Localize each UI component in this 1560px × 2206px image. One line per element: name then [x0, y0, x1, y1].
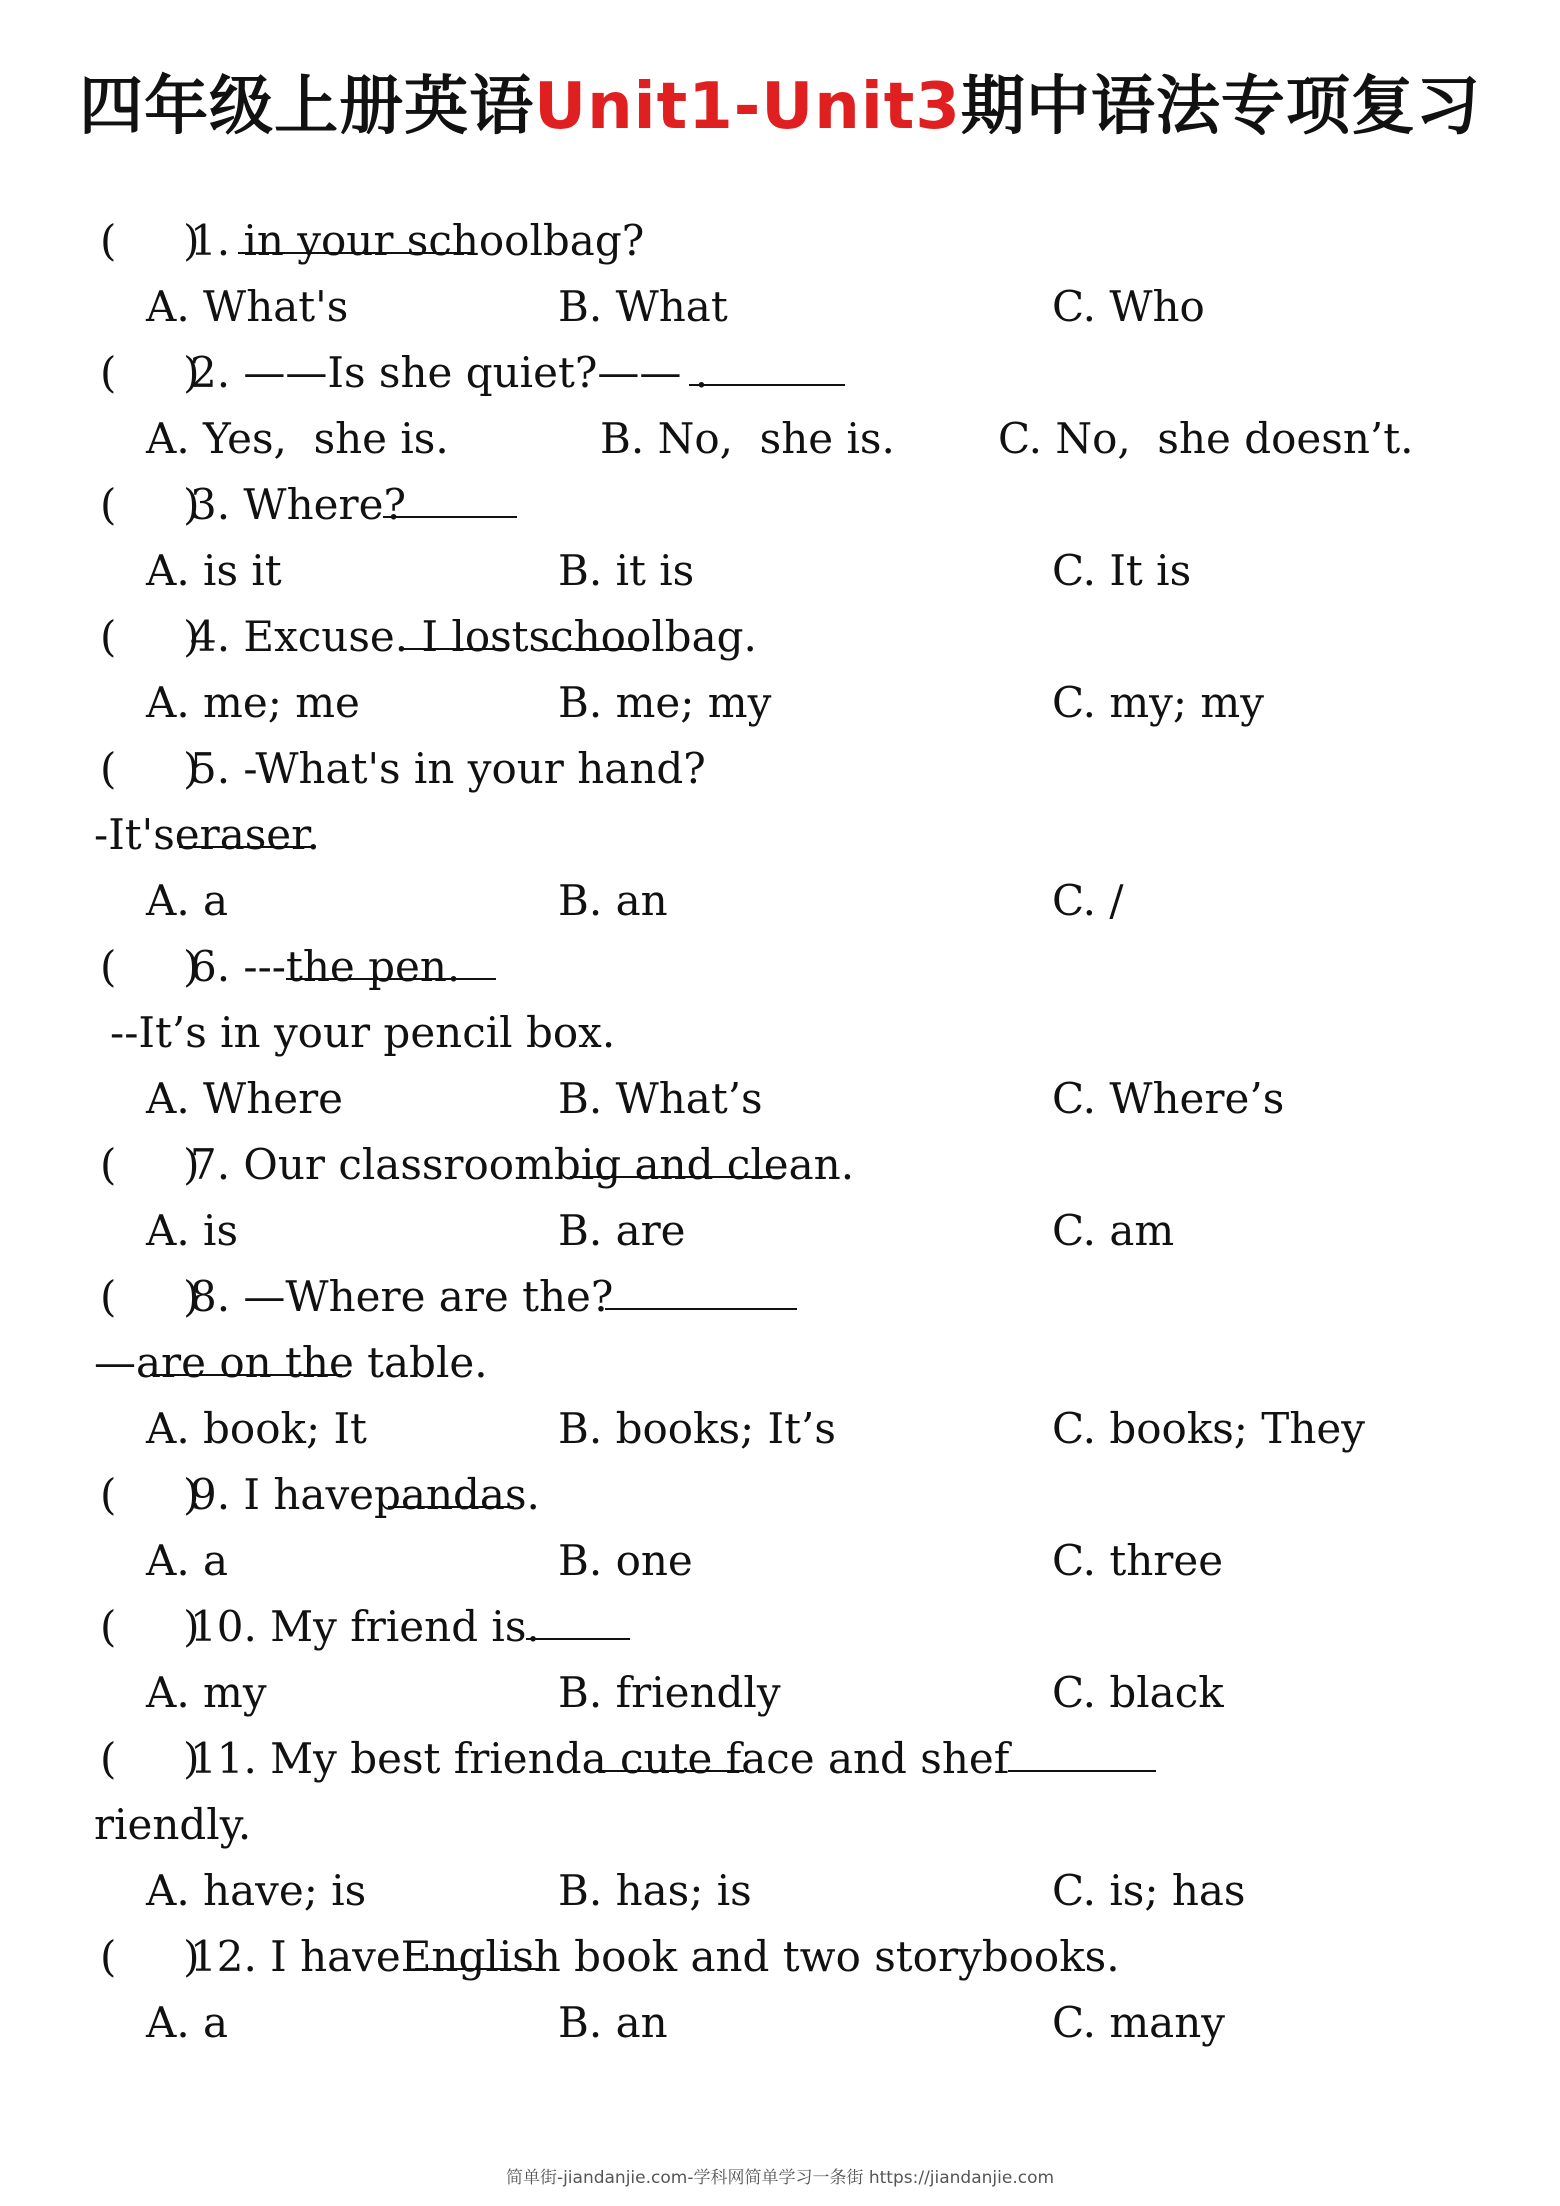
question-text: 6. --- the pen.	[190, 934, 460, 1000]
option-c[interactable]: C. my; my	[1052, 678, 1264, 727]
question-text: 8. —Where are the ?	[190, 1264, 613, 1330]
answer-blank[interactable]	[179, 802, 311, 848]
answer-paren[interactable]: ( )	[100, 216, 200, 265]
option-c[interactable]: C. am	[1052, 1206, 1175, 1255]
answer-paren[interactable]: ( )	[100, 1140, 200, 1189]
option-b[interactable]: B. has; is	[558, 1866, 752, 1915]
question-text: 4. Excuse . I lost schoolbag.	[190, 604, 757, 670]
option-b[interactable]: B. an	[558, 1998, 668, 2047]
option-a[interactable]: A. a	[146, 876, 229, 925]
option-a[interactable]: A. my	[146, 1668, 267, 1717]
answer-blank[interactable]	[383, 472, 517, 518]
question-text: 7. Our classroom big and clean.	[190, 1132, 854, 1198]
question-text: -It's eraser.	[94, 802, 320, 868]
options-3	[0, 538, 1560, 604]
title-part-1: 四年级上册英语	[79, 70, 535, 144]
option-a[interactable]: A. a	[146, 1536, 229, 1585]
answer-paren[interactable]: ( )	[100, 612, 200, 661]
answer-blank[interactable]	[596, 1726, 744, 1772]
question-3	[0, 472, 1560, 538]
question-text: — are on the table.	[94, 1330, 488, 1396]
question-6	[0, 934, 1560, 1000]
title-part-3: 期中语法专项复习	[960, 70, 1481, 144]
question-8	[0, 1264, 1560, 1330]
answer-blank[interactable]	[415, 1924, 541, 1970]
answer-blank[interactable]	[1008, 1726, 1156, 1772]
option-b[interactable]: B. friendly	[558, 1668, 781, 1717]
option-a[interactable]: A. Yes, she is.	[146, 414, 449, 463]
question-8-line-2	[0, 1330, 1560, 1396]
option-a[interactable]: A. is	[146, 1206, 239, 1255]
option-c[interactable]: C. many	[1052, 1998, 1225, 2047]
option-c[interactable]: C. /	[1052, 876, 1124, 925]
option-c[interactable]: C. No, she doesn’t.	[998, 414, 1414, 463]
answer-paren[interactable]: ( )	[100, 1470, 200, 1519]
question-6-line-2	[0, 1000, 1560, 1066]
option-b[interactable]: B. one	[558, 1536, 693, 1585]
option-a[interactable]: A. is it	[146, 546, 282, 595]
answer-blank[interactable]	[286, 934, 496, 980]
option-c[interactable]: C. books; They	[1052, 1404, 1365, 1453]
option-c[interactable]: C. black	[1052, 1668, 1224, 1717]
options-7	[0, 1198, 1560, 1264]
option-a[interactable]: A. have; is	[146, 1866, 367, 1915]
answer-paren[interactable]: ( )	[100, 942, 200, 991]
question-1	[0, 208, 1560, 274]
answer-blank[interactable]	[526, 1594, 630, 1640]
question-9	[0, 1462, 1560, 1528]
answer-blank[interactable]	[238, 208, 474, 254]
option-b[interactable]: B. No, she is.	[600, 414, 895, 463]
option-a[interactable]: A. book; It	[146, 1404, 367, 1453]
answer-paren[interactable]: ( )	[100, 744, 200, 793]
option-b[interactable]: B. are	[558, 1206, 686, 1255]
question-7	[0, 1132, 1560, 1198]
question-11	[0, 1726, 1560, 1792]
options-4	[0, 670, 1560, 736]
options-1	[0, 274, 1560, 340]
question-text: 3. Where ?	[190, 472, 406, 538]
options-9	[0, 1528, 1560, 1594]
options-12	[0, 1990, 1560, 2056]
option-b[interactable]: B. books; It’s	[558, 1404, 836, 1453]
question-text: 12. I have English book and two storybooks.	[190, 1924, 1120, 1990]
question-text: 2. ——Is she quiet?—— .	[190, 340, 708, 406]
question-text: riendly.	[94, 1800, 252, 1849]
option-b[interactable]: B. an	[558, 876, 668, 925]
answer-blank[interactable]	[570, 1132, 782, 1178]
answer-blank[interactable]	[150, 1330, 342, 1376]
question-12	[0, 1924, 1560, 1990]
question-5	[0, 736, 1560, 802]
answer-paren[interactable]: ( )	[100, 480, 200, 529]
options-10	[0, 1660, 1560, 1726]
option-c[interactable]: C. Who	[1052, 282, 1205, 331]
answer-blank[interactable]	[543, 604, 647, 650]
options-6	[0, 1066, 1560, 1132]
options-5	[0, 868, 1560, 934]
question-4	[0, 604, 1560, 670]
option-a[interactable]: A. Where	[146, 1074, 344, 1123]
question-text: 10. My friend is .	[190, 1594, 540, 1660]
answer-paren[interactable]: ( )	[100, 1734, 200, 1783]
options-8	[0, 1396, 1560, 1462]
answer-blank[interactable]	[388, 1462, 514, 1508]
option-a[interactable]: A. What's	[146, 282, 349, 331]
answer-paren[interactable]: ( )	[100, 1272, 200, 1321]
question-text: 9. I have pandas.	[190, 1462, 540, 1528]
question-text: --It’s in your pencil box.	[110, 1008, 616, 1057]
question-text: 1. in your schoolbag?	[190, 208, 644, 274]
option-c[interactable]: C. Where’s	[1052, 1074, 1285, 1123]
options-2	[0, 406, 1560, 472]
option-a[interactable]: A. a	[146, 1998, 229, 2047]
option-b[interactable]: B. What’s	[558, 1074, 763, 1123]
question-11-line-2	[0, 1792, 1560, 1858]
options-11	[0, 1858, 1560, 1924]
answer-paren[interactable]: ( )	[100, 1602, 200, 1651]
question-5-line-2	[0, 802, 1560, 868]
answer-blank[interactable]	[605, 1264, 797, 1310]
option-c[interactable]: C. is; has	[1052, 1866, 1246, 1915]
question-2	[0, 340, 1560, 406]
option-a[interactable]: A. me; me	[146, 678, 360, 727]
answer-paren[interactable]: ( )	[100, 1932, 200, 1981]
question-10	[0, 1594, 1560, 1660]
option-c[interactable]: C. It is	[1052, 546, 1192, 595]
answer-blank[interactable]	[403, 604, 505, 650]
page-footer: 简单街-jiandanjie.com-学科网简单学习一条街 https://jiandanjie.com	[505, 2168, 1055, 2188]
question-text: 5. -What's in your hand?	[190, 744, 706, 793]
question-text: 11. My best friend a cute face and she f	[190, 1726, 1009, 1792]
title-part-2: Unit1-Unit3	[534, 70, 961, 144]
option-b[interactable]: B. What	[558, 282, 728, 331]
option-b[interactable]: B. it is	[558, 546, 695, 595]
option-c[interactable]: C. three	[1052, 1536, 1224, 1585]
option-b[interactable]: B. me; my	[558, 678, 772, 727]
answer-paren[interactable]: ( )	[100, 348, 200, 397]
answer-blank[interactable]	[689, 340, 845, 386]
